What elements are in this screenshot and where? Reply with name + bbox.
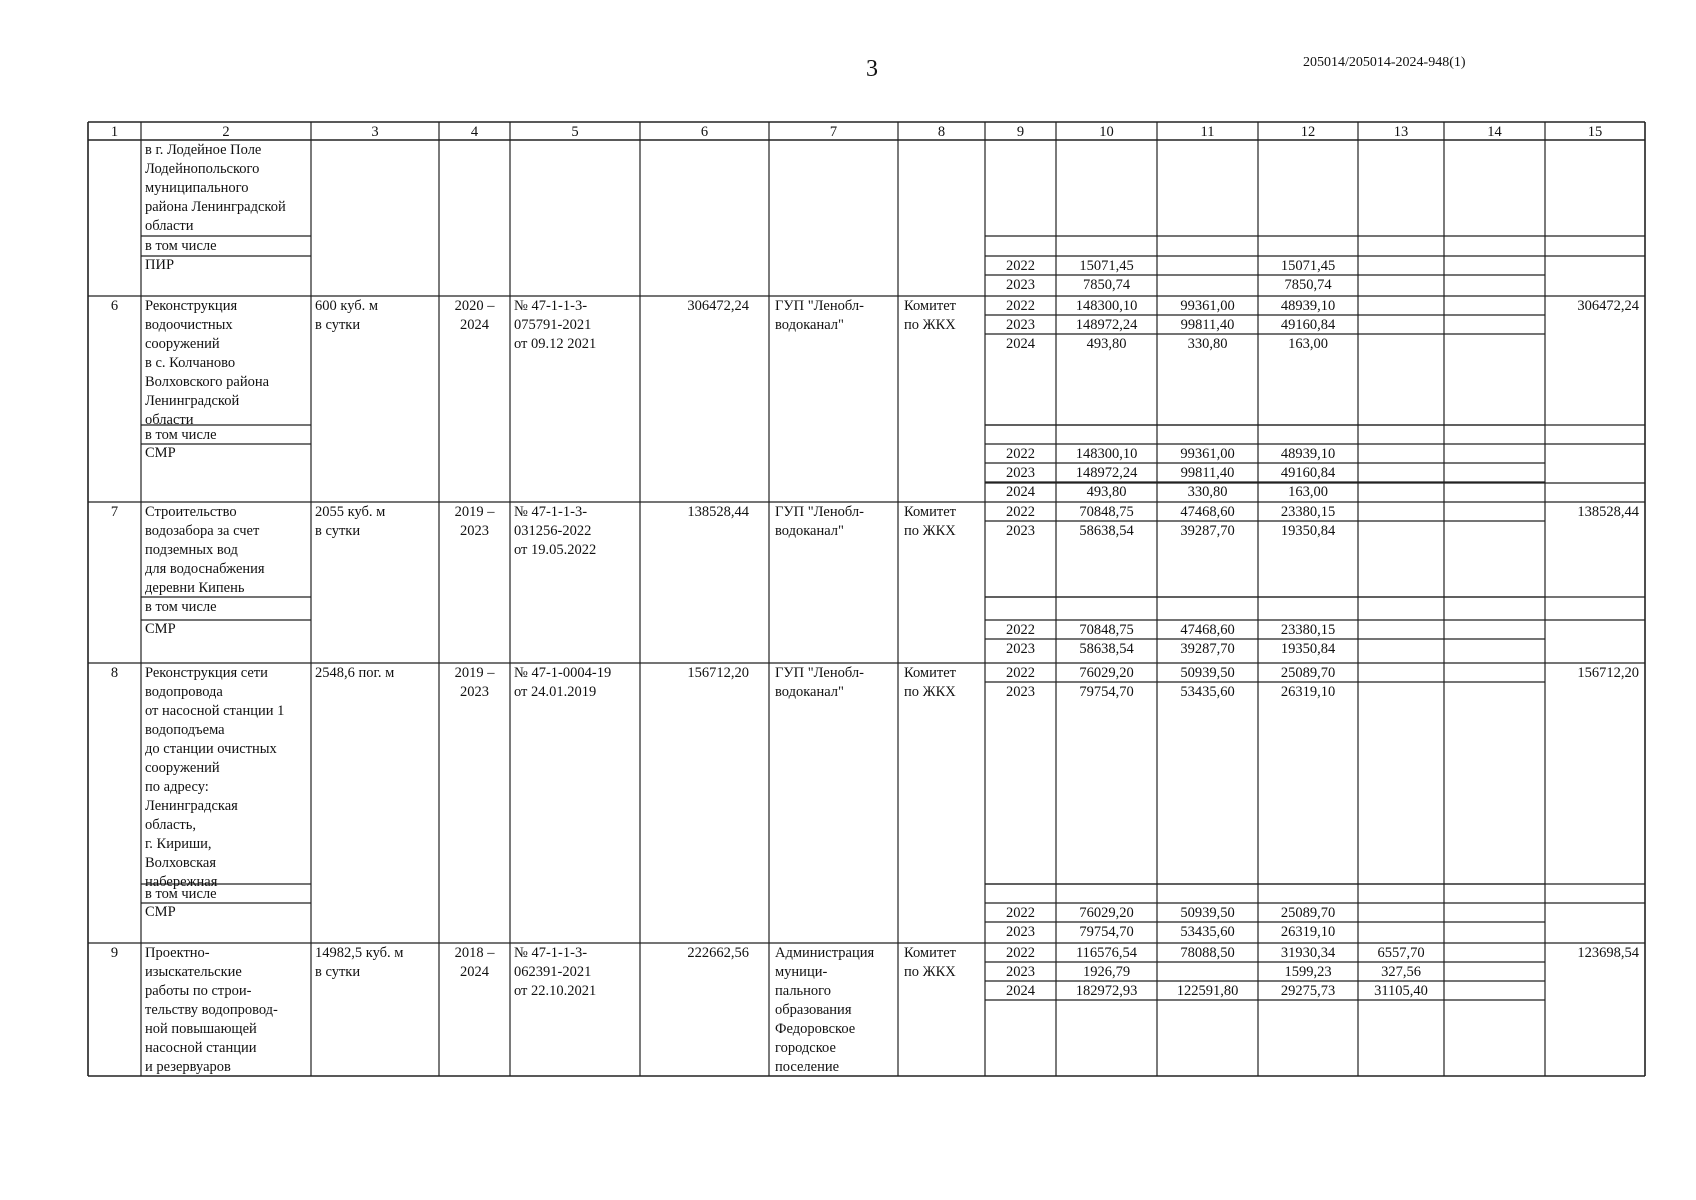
amount-cell: 76029,20 bbox=[1079, 905, 1134, 921]
total-cell: 138528,44 bbox=[1577, 504, 1639, 520]
amount-cell: 99361,00 bbox=[1180, 446, 1235, 462]
column-header: 7 bbox=[829, 124, 838, 140]
object-name: Волховская bbox=[145, 855, 217, 871]
amount-cell: 26319,10 bbox=[1280, 924, 1336, 940]
period: 2023 bbox=[460, 523, 489, 539]
year-cell: 2023 bbox=[1006, 964, 1035, 980]
customer: водоканал" bbox=[775, 523, 844, 539]
amount-cell: 79754,70 bbox=[1079, 924, 1134, 940]
expertise-doc: 075791-2021 bbox=[514, 317, 592, 333]
period: 2023 bbox=[460, 684, 489, 700]
year-cell: 2024 bbox=[1006, 484, 1035, 500]
customer: ГУП "Ленобл- bbox=[775, 298, 864, 314]
capacity: в сутки bbox=[315, 523, 361, 539]
amount-cell: 49160,84 bbox=[1280, 317, 1336, 333]
total-cell: 306472,24 bbox=[1577, 298, 1639, 314]
object-name: Проектно- bbox=[145, 945, 210, 961]
responsible: по ЖКХ bbox=[904, 684, 956, 700]
year-cell: 2022 bbox=[1006, 905, 1035, 921]
object-name: водопровода bbox=[145, 684, 223, 700]
capacity: 14982,5 куб. м bbox=[315, 945, 404, 961]
expertise-doc: от 19.05.2022 bbox=[514, 542, 597, 558]
amount-cell: 148972,24 bbox=[1075, 317, 1138, 333]
object-name: района Ленинградской bbox=[145, 199, 286, 215]
amount-cell: 23380,15 bbox=[1280, 622, 1336, 638]
amount-cell: 50939,50 bbox=[1180, 665, 1235, 681]
amount-cell: 48939,10 bbox=[1280, 446, 1336, 462]
year-cell: 2022 bbox=[1006, 665, 1035, 681]
subsection-label: СМР bbox=[145, 621, 176, 637]
customer: ГУП "Ленобл- bbox=[775, 504, 864, 520]
year-cell: 2024 bbox=[1006, 983, 1035, 999]
period: 2020 – bbox=[454, 298, 495, 314]
object-name: работы по строи- bbox=[145, 983, 252, 999]
capacity: 2055 куб. м bbox=[315, 504, 386, 520]
row-number: 6 bbox=[110, 298, 119, 314]
object-name: Волховского района bbox=[145, 374, 270, 390]
amount-cell: 31930,34 bbox=[1280, 945, 1336, 961]
amount-cell: 70848,75 bbox=[1079, 622, 1134, 638]
object-name: в с. Колчаново bbox=[145, 355, 236, 371]
row-number: 7 bbox=[110, 504, 119, 520]
object-name: до станции очистных bbox=[145, 741, 277, 757]
customer: ГУП "Ленобл- bbox=[775, 665, 864, 681]
customer: водоканал" bbox=[775, 317, 844, 333]
estimate-cost: 138528,44 bbox=[687, 504, 749, 520]
amount-cell: 48939,10 bbox=[1280, 298, 1336, 314]
object-name: для водоснабжения bbox=[145, 561, 265, 577]
object-name: подземных вод bbox=[145, 542, 238, 558]
period: 2019 – bbox=[454, 665, 495, 681]
responsible: по ЖКХ bbox=[904, 964, 956, 980]
object-name: область, bbox=[145, 817, 196, 833]
responsible: Комитет bbox=[904, 945, 956, 961]
customer: городское bbox=[775, 1040, 836, 1056]
column-header: 14 bbox=[1487, 124, 1502, 140]
object-name: по адресу: bbox=[145, 779, 209, 795]
amount-cell: 76029,20 bbox=[1079, 665, 1134, 681]
amount-cell: 148300,10 bbox=[1075, 298, 1138, 314]
row-number: 8 bbox=[110, 665, 119, 681]
object-name: Лодейнопольского bbox=[145, 161, 260, 177]
capacity: в сутки bbox=[315, 964, 361, 980]
year-cell: 2023 bbox=[1006, 641, 1035, 657]
amount-cell: 99811,40 bbox=[1180, 465, 1235, 481]
column-header: 11 bbox=[1200, 124, 1215, 140]
customer: образования bbox=[775, 1002, 852, 1018]
amount-cell: 163,00 bbox=[1288, 336, 1328, 352]
customer: поселение bbox=[775, 1059, 840, 1075]
expertise-doc: № 47-1-1-3- bbox=[514, 504, 588, 520]
object-name: ной повышающей bbox=[145, 1021, 257, 1037]
amount-cell: 53435,60 bbox=[1180, 684, 1235, 700]
year-cell: 2022 bbox=[1006, 504, 1035, 520]
column-header: 5 bbox=[571, 124, 579, 140]
amount-cell: 148300,10 bbox=[1075, 446, 1138, 462]
column-header: 1 bbox=[110, 124, 119, 140]
expertise-doc: № 47-1-1-3- bbox=[514, 298, 588, 314]
amount-cell: 39287,70 bbox=[1180, 523, 1235, 539]
amount-cell: 148972,24 bbox=[1075, 465, 1138, 481]
object-name: водоподъема bbox=[145, 722, 225, 738]
year-cell: 2022 bbox=[1006, 258, 1035, 274]
column-header: 15 bbox=[1587, 124, 1603, 140]
amount-cell: 19350,84 bbox=[1280, 641, 1336, 657]
column-header: 3 bbox=[371, 124, 379, 140]
object-name: тельству водопровод- bbox=[145, 1002, 278, 1018]
amount-cell: 99811,40 bbox=[1180, 317, 1235, 333]
amount-cell: 6557,70 bbox=[1377, 945, 1425, 961]
amount-cell: 26319,10 bbox=[1280, 684, 1336, 700]
expertise-doc: № 47-1-1-3- bbox=[514, 945, 588, 961]
amount-cell: 78088,50 bbox=[1180, 945, 1235, 961]
customer: водоканал" bbox=[775, 684, 844, 700]
object-name: насосной станции bbox=[145, 1040, 257, 1056]
year-cell: 2023 bbox=[1006, 523, 1035, 539]
amount-cell: 99361,00 bbox=[1180, 298, 1235, 314]
period: 2019 – bbox=[454, 504, 495, 520]
capacity: 600 куб. м bbox=[315, 298, 379, 314]
page-number: 3 bbox=[866, 56, 878, 82]
object-name: области bbox=[145, 218, 194, 234]
customer: пального bbox=[775, 983, 832, 999]
year-cell: 2023 bbox=[1006, 924, 1035, 940]
object-name: муниципального bbox=[145, 180, 249, 196]
year-cell: 2023 bbox=[1006, 684, 1035, 700]
included-label: в том числе bbox=[145, 427, 217, 443]
amount-cell: 15071,45 bbox=[1079, 258, 1134, 274]
object-name: сооружений bbox=[145, 336, 220, 352]
year-cell: 2024 bbox=[1006, 336, 1035, 352]
object-name: и резервуаров bbox=[145, 1059, 231, 1075]
amount-cell: 25089,70 bbox=[1280, 905, 1336, 921]
total-cell: 156712,20 bbox=[1577, 665, 1639, 681]
amount-cell: 53435,60 bbox=[1180, 924, 1235, 940]
amount-cell: 31105,40 bbox=[1374, 983, 1428, 999]
estimate-cost: 222662,56 bbox=[687, 945, 749, 961]
amount-cell: 163,00 bbox=[1288, 484, 1328, 500]
subsection-label: ПИР bbox=[145, 257, 175, 273]
estimate-cost: 306472,24 bbox=[687, 298, 749, 314]
column-header: 4 bbox=[470, 124, 479, 140]
capacity: 2548,6 пог. м bbox=[315, 665, 395, 681]
expertise-doc: от 24.01.2019 bbox=[514, 684, 597, 700]
amount-cell: 327,56 bbox=[1381, 964, 1421, 980]
responsible: Комитет bbox=[904, 665, 956, 681]
amount-cell: 330,80 bbox=[1187, 336, 1228, 352]
responsible: Комитет bbox=[904, 504, 956, 520]
object-name: Ленинградская bbox=[145, 798, 238, 814]
column-header: 2 bbox=[222, 124, 230, 140]
customer: Федоровское bbox=[775, 1021, 856, 1037]
customer: муници- bbox=[775, 964, 828, 980]
amount-cell: 39287,70 bbox=[1180, 641, 1235, 657]
column-header: 10 bbox=[1099, 124, 1114, 140]
amount-cell: 1926,79 bbox=[1082, 964, 1131, 980]
amount-cell: 50939,50 bbox=[1180, 905, 1235, 921]
amount-cell: 58638,54 bbox=[1079, 641, 1134, 657]
object-name: Реконструкция сети bbox=[145, 665, 268, 681]
amount-cell: 122591,80 bbox=[1176, 983, 1239, 999]
year-cell: 2023 bbox=[1006, 277, 1035, 293]
column-header: 13 bbox=[1393, 124, 1409, 140]
amount-cell: 182972,93 bbox=[1075, 983, 1138, 999]
amount-cell: 70848,75 bbox=[1079, 504, 1134, 520]
amount-cell: 7850,74 bbox=[1082, 277, 1131, 293]
document-id: 205014/205014-2024-948(1) bbox=[1303, 55, 1466, 70]
included-label: в том числе bbox=[145, 238, 217, 254]
object-name: в г. Лодейное Поле bbox=[145, 142, 262, 158]
subsection-label: СМР bbox=[145, 904, 176, 920]
row-number: 9 bbox=[110, 945, 119, 961]
expertise-doc: № 47-1-0004-19 bbox=[514, 665, 612, 681]
year-cell: 2022 bbox=[1006, 622, 1035, 638]
column-header: 6 bbox=[700, 124, 709, 140]
period: 2024 bbox=[460, 317, 489, 333]
column-header: 12 bbox=[1300, 124, 1316, 140]
amount-cell: 19350,84 bbox=[1280, 523, 1336, 539]
object-name: изыскательские bbox=[145, 964, 242, 980]
object-name: г. Кириши, bbox=[145, 836, 212, 852]
responsible: по ЖКХ bbox=[904, 523, 956, 539]
period: 2018 – bbox=[454, 945, 495, 961]
amount-cell: 49160,84 bbox=[1280, 465, 1336, 481]
amount-cell: 58638,54 bbox=[1079, 523, 1134, 539]
customer: Администрация bbox=[775, 945, 875, 961]
responsible: по ЖКХ bbox=[904, 317, 956, 333]
object-name: от насосной станции 1 bbox=[145, 703, 285, 719]
period: 2024 bbox=[460, 964, 489, 980]
object-name: деревни Кипень bbox=[145, 580, 245, 596]
included-label: в том числе bbox=[145, 599, 217, 615]
responsible: Комитет bbox=[904, 298, 956, 314]
year-cell: 2023 bbox=[1006, 465, 1035, 481]
year-cell: 2022 bbox=[1006, 298, 1035, 314]
amount-cell: 47468,60 bbox=[1180, 504, 1235, 520]
amount-cell: 493,80 bbox=[1086, 336, 1127, 352]
amount-cell: 23380,15 bbox=[1280, 504, 1336, 520]
year-cell: 2023 bbox=[1006, 317, 1035, 333]
object-name: Строительство bbox=[145, 504, 237, 520]
year-cell: 2022 bbox=[1006, 446, 1035, 462]
amount-cell: 1599,23 bbox=[1284, 964, 1332, 980]
object-name: Реконструкция bbox=[145, 298, 238, 314]
expertise-doc: от 22.10.2021 bbox=[514, 983, 597, 999]
year-cell: 2022 bbox=[1006, 945, 1035, 961]
object-name: водоочистных bbox=[145, 317, 233, 333]
expertise-doc: от 09.12 2021 bbox=[514, 336, 597, 352]
capacity: в сутки bbox=[315, 317, 361, 333]
column-header: 8 bbox=[937, 124, 946, 140]
object-name: сооружений bbox=[145, 760, 220, 776]
amount-cell: 116576,54 bbox=[1075, 945, 1138, 961]
column-header: 9 bbox=[1016, 124, 1025, 140]
object-name: набережная bbox=[145, 874, 218, 890]
amount-cell: 79754,70 bbox=[1079, 684, 1134, 700]
total-cell: 123698,54 bbox=[1577, 945, 1639, 961]
estimate-cost: 156712,20 bbox=[687, 665, 749, 681]
amount-cell: 25089,70 bbox=[1280, 665, 1336, 681]
amount-cell: 29275,73 bbox=[1280, 983, 1336, 999]
object-name: водозабора за счет bbox=[145, 523, 260, 539]
amount-cell: 7850,74 bbox=[1284, 277, 1332, 293]
amount-cell: 330,80 bbox=[1187, 484, 1228, 500]
subsection-label: СМР bbox=[145, 445, 176, 461]
object-name: области bbox=[145, 412, 194, 428]
amount-cell: 15071,45 bbox=[1280, 258, 1336, 274]
included-label: в том числе bbox=[145, 886, 217, 902]
expertise-doc: 062391-2021 bbox=[514, 964, 592, 980]
object-name: Ленинградской bbox=[145, 393, 240, 409]
expertise-doc: 031256-2022 bbox=[514, 523, 592, 539]
amount-cell: 493,80 bbox=[1086, 484, 1127, 500]
amount-cell: 47468,60 bbox=[1180, 622, 1235, 638]
